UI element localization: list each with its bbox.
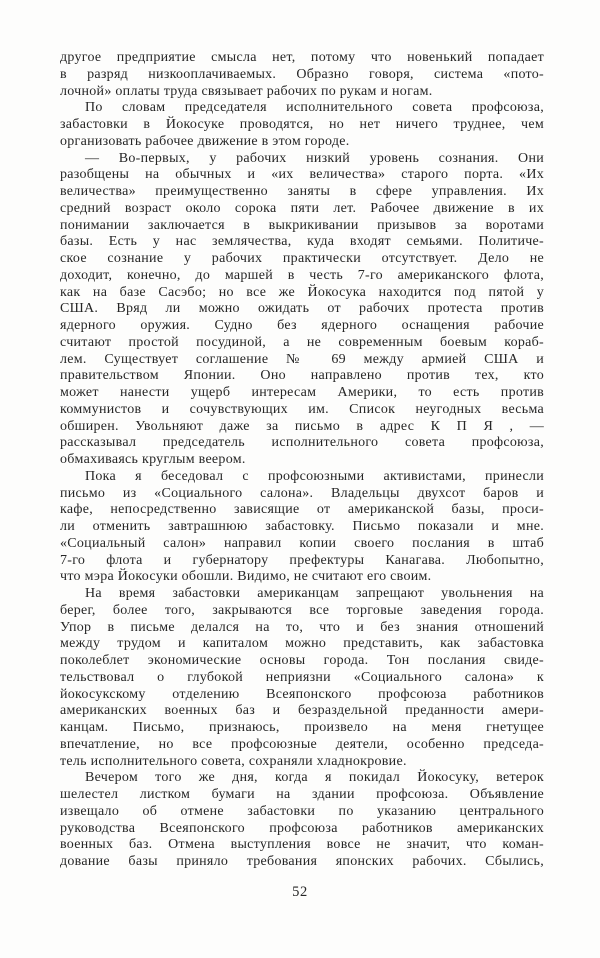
text-line: разобщены на обычных и «их величества» старого порта. «Их <box>60 167 544 183</box>
text-line: берег, более того, закрываются все торговые заведения города. <box>60 602 544 618</box>
paragraph <box>60 151 544 469</box>
text-line: «Социальный салон» направил копии своего послания в штаб <box>60 535 544 551</box>
text-line: военных баз. Отмена выступления вовсе не значит, что коман- <box>60 837 544 853</box>
text-line: США. Вряд ли можно ожидать от рабочих протеста против <box>60 301 544 317</box>
paragraph <box>60 469 544 586</box>
text-line: доходит, конечно, до маршей в честь 7-го американского флота, <box>60 267 544 283</box>
text-line: йокосукскому отделению Всеяпонского профсоюза работников <box>60 686 544 702</box>
text-line: в разряд низкооплачиваемых. Образно говоря, система «пото- <box>60 66 544 82</box>
text-line: правительством Японии. Оно направлено против тех, кто <box>60 368 544 384</box>
text-line: что мэра Йокосуки обошли. Видимо, не считают его своим. <box>60 569 432 585</box>
text-line: — Во-первых, у рабочих низкий уровень сознания. Они <box>85 150 544 166</box>
paragraph <box>60 586 544 770</box>
text-line: обширен. Увольняют даже за письмо в адрес К П Я , — <box>60 418 544 434</box>
text-line: понимании заключается в выкрикивании призывов за воротами <box>60 217 544 233</box>
text-line: 7-го флота и губернатору префектуры Канагава. Любопытно, <box>60 552 544 568</box>
text-line: между трудом и капиталом можно представить, как забастовка <box>60 636 544 652</box>
text-line: извещало об отмене забастовки по указанию центрального <box>60 803 544 819</box>
text-line: лем. Существует соглашение № 69 между армией США и <box>60 351 544 367</box>
text-line: Пока я беседовал с профсоюзными активистами, принесли <box>85 468 544 484</box>
text-line: ядерного оружия. Судно без ядерного оснащения рабочие <box>60 318 544 333</box>
text-line: рассказывал председатель исполнительного совета профсоюза, <box>60 435 544 451</box>
text-line: может нанести ущерб интересам Америки, то есть против <box>60 385 544 400</box>
text-line: величества» преимущественно заняты в сфере управления. Их <box>60 184 544 199</box>
text-line: американских военных баз и безраздельной преданности амери- <box>60 703 544 719</box>
text-line: ли отменить завтрашнюю забастовку. Письмо показали и мне. <box>60 519 544 534</box>
text-line: ское сознание у рабочих практически отсутствует. Дело не <box>60 251 544 266</box>
text-line: Упор в письме делался на то, что и без знания отношений <box>60 619 544 635</box>
text-line: как на базе Сасэбо; но все же Йокосука находится под пятой у <box>60 284 544 300</box>
text-line: другое предприятие смысла нет, потому что новенький попадает <box>60 50 544 65</box>
text-line: письмо из «Социального салона». Владельцы двухсот баров и <box>60 485 544 501</box>
text-line: средний возраст около сорока пяти лет. Рабочее движение в их <box>60 200 544 216</box>
text-line: считают простой посудиной, а не современным боевым кораб- <box>60 334 544 350</box>
text-line: коммунистов и сочувствующих им. Список неугодных весьма <box>60 401 544 417</box>
text-line: базы. Есть у нас землячества, куда входят семьями. Политиче- <box>60 234 544 250</box>
body-text <box>60 50 544 871</box>
text-line: забастовки в Йокосуке проводятся, но нет ничего труднее, чем <box>60 117 544 132</box>
text-line: руководства Всеяпонского профсоюза работников американских <box>60 820 544 836</box>
text-line: тель исполнительного совета, сохраняли хладнокровие. <box>60 753 407 769</box>
text-line: канцам. Письмо, признаюсь, произвело на меня гнетущее <box>60 720 544 735</box>
text-line: впечатление, но все профсоюзные деятели, особенно председа- <box>60 736 544 752</box>
paragraph <box>60 770 544 871</box>
text-line: поколеблет экономические основы города. Тон послания свиде- <box>60 653 544 668</box>
text-line: По словам председателя исполнительного совета профсоюза, <box>85 100 544 116</box>
text-line: обмахиваясь круглым веером. <box>60 452 246 467</box>
text-line: тельствовал о глубокой неприязни «Социального салона» к <box>60 669 544 685</box>
text-line: На время забастовки американцам запрещают увольнения на <box>85 586 544 601</box>
text-line: организовать рабочее движение в этом городе. <box>60 133 350 149</box>
text-line: кафе, непосредственно зависящие от американской базы, проси- <box>60 502 544 518</box>
paragraph <box>60 50 544 100</box>
page-number: 52 <box>292 884 308 900</box>
text-line: лочной» оплаты труда связывает рабочих по рукам и ногам. <box>60 83 433 99</box>
text-line: шелестел листком бумаги на здании профсоюза. Объявление <box>60 787 544 802</box>
paragraph <box>60 100 544 150</box>
text-line: Вечером того же дня, когда я покидал Йокосуку, ветерок <box>85 770 544 786</box>
text-line: дование базы приняло требования японских рабочих. Сбылись, <box>60 854 544 869</box>
